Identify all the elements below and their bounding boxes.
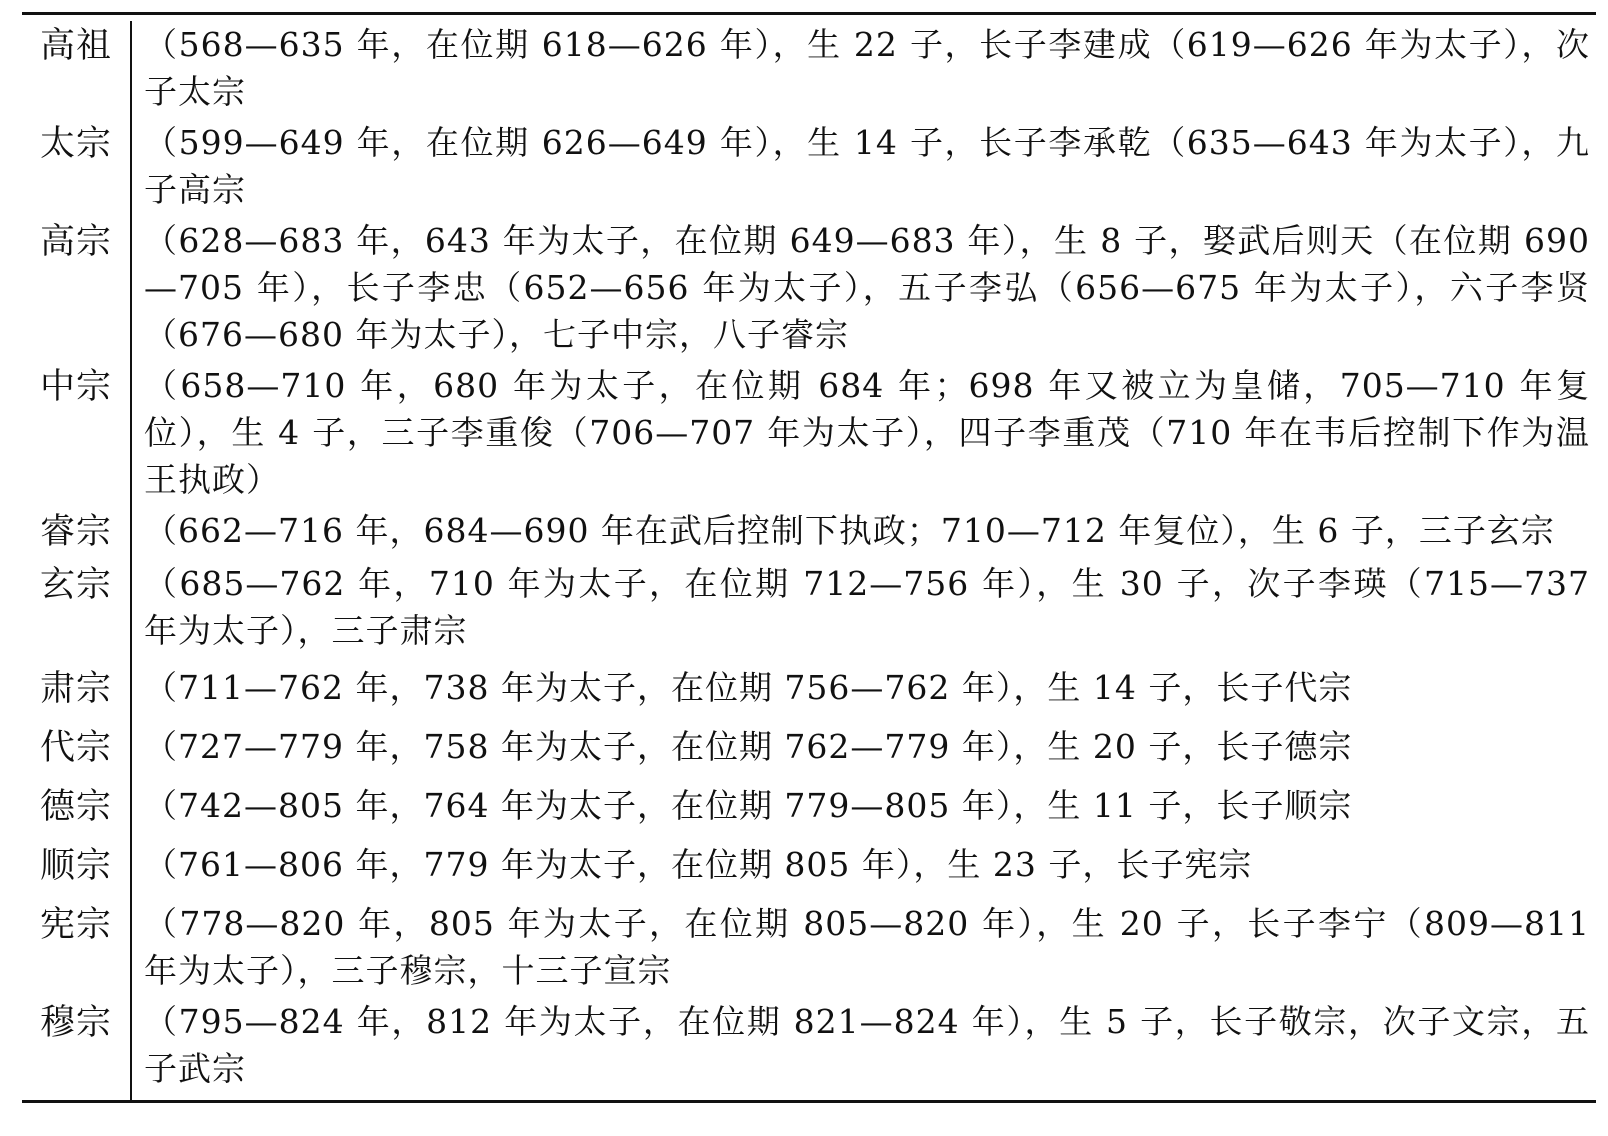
emperor-name: 肃宗	[39, 669, 112, 709]
emperor-detail: （599—649 年，在位期 626—649 年），生 14 子，长子李承乾（635—643 年为太子），九子高宗	[144, 123, 1590, 209]
emperor-detail: （727—779 年，758 年为太子，在位期 762—779 年），生 20 子，长子德宗	[144, 727, 1353, 766]
emperor-detail: （711—762 年，738 年为太子，在位期 756—762 年），生 14 子，长子代宗	[144, 668, 1353, 707]
emperor-name: 睿宗	[39, 512, 112, 552]
table-row	[22, 119, 1596, 213]
emperor-name: 太宗	[39, 124, 112, 164]
emperor-detail: （685—762 年，710 年为太子，在位期 712—756 年），生 30 子，次子李瑛（715—737 年为太子），三子肃宗	[144, 564, 1590, 650]
emperor-detail: （568—635 年，在位期 618—626 年），生 22 子，长子李建成（619—626 年为太子），次子太宗	[144, 25, 1590, 111]
table-row	[22, 507, 1596, 556]
table-row	[22, 664, 1596, 713]
table-row	[22, 560, 1596, 654]
emperor-name: 高祖	[39, 26, 112, 66]
table-row	[22, 998, 1596, 1100]
emperor-name: 中宗	[39, 367, 112, 407]
table-top-rule	[22, 12, 1596, 15]
table-row	[22, 782, 1596, 831]
emperor-detail: （628—683 年，643 年为太子，在位期 649—683 年），生 8 子，娶武后则天（在位期 690—705 年），长子李忠（652—656 年为太子），五子李弘（656—675 年为太子），六子李贤（676—680 年为太子），七子中宗，八子睿宗	[144, 221, 1590, 354]
emperor-detail: （658—710 年，680 年为太子，在位期 684 年；698 年又被立为皇储，705—710 年复位），生 4 子，三子李重俊（706—707 年为太子），四子李重茂（710 年在韦后控制下作为温王执政）	[144, 366, 1590, 499]
table-row	[22, 362, 1596, 503]
emperor-name: 德宗	[39, 787, 112, 827]
table-row	[22, 21, 1596, 115]
emperor-detail: （795—824 年，812 年为太子，在位期 821—824 年），生 5 子，长子敬宗，次子文宗，五子武宗	[144, 1002, 1590, 1088]
table-row	[22, 723, 1596, 772]
emperor-detail: （662—716 年，684—690 年在武后控制下执政；710—712 年复位），生 6 子，三子玄宗	[144, 511, 1555, 550]
emperor-detail: （742—805 年，764 年为太子，在位期 779—805 年），生 11 子，长子顺宗	[144, 786, 1353, 825]
emperor-name: 宪宗	[39, 905, 112, 945]
emperor-detail: （761—806 年，779 年为太子，在位期 805 年），生 23 子，长子宪宗	[144, 845, 1253, 884]
table-row	[22, 217, 1596, 358]
emperor-name: 玄宗	[39, 565, 112, 605]
table-body	[22, 21, 1596, 1100]
emperor-name: 顺宗	[39, 846, 112, 886]
emperor-succession-table	[22, 12, 1596, 1103]
emperor-name: 代宗	[39, 728, 112, 768]
table-bottom-rule	[22, 1100, 1596, 1103]
emperor-detail: （778—820 年，805 年为太子，在位期 805—820 年），生 20 子，长子李宁（809—811 年为太子），三子穆宗，十三子宣宗	[144, 904, 1590, 990]
emperor-name: 穆宗	[39, 1003, 112, 1043]
emperor-name: 高宗	[39, 222, 112, 262]
table-row	[22, 841, 1596, 890]
table-row	[22, 900, 1596, 994]
